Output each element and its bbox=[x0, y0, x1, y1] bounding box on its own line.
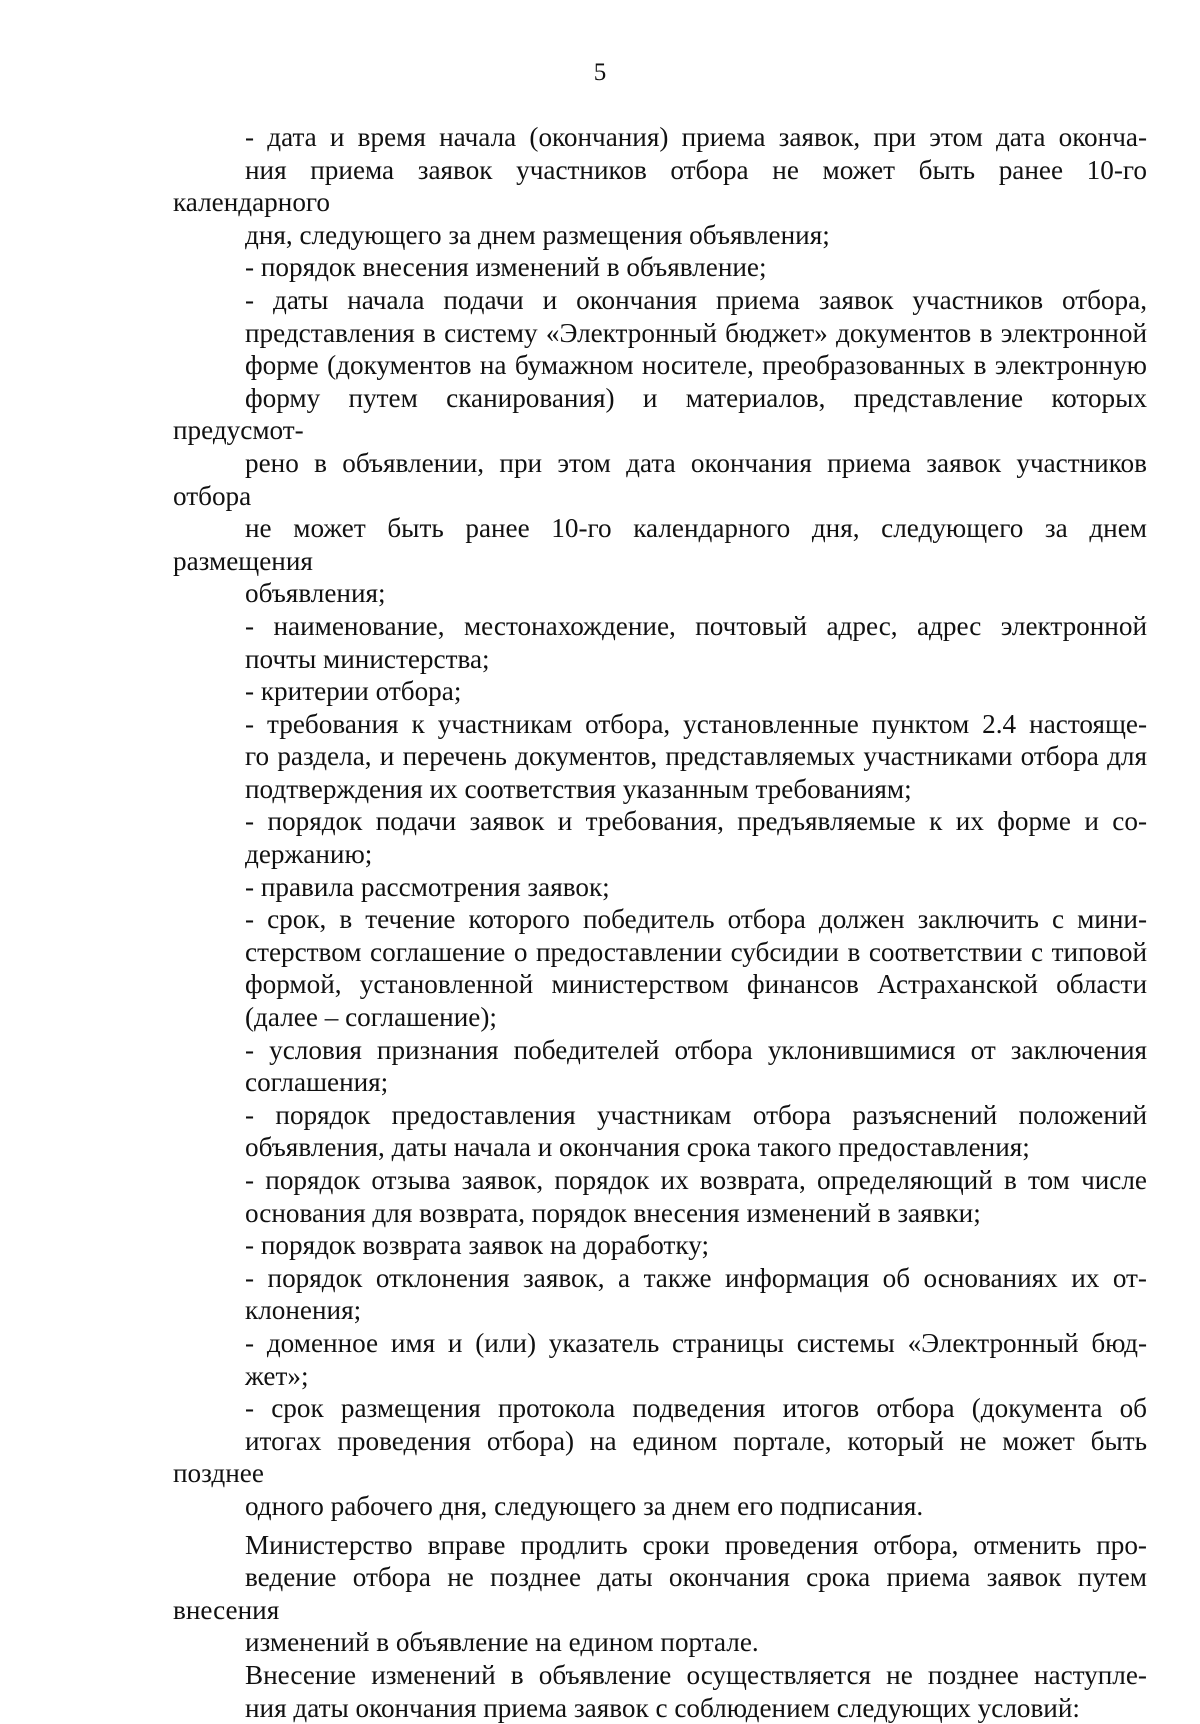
text-line: - дата и время начала (окончания) приема заявок, при этом дата оконча- bbox=[173, 121, 1147, 154]
paragraph bbox=[173, 708, 1147, 806]
text-line: форму путем сканирования) и материалов, представление которых предусмот- bbox=[173, 382, 1147, 447]
text-line: объявления, даты начала и окончания срока такого предоставления; bbox=[173, 1131, 1147, 1164]
text-line: форме (документов на бумажном носителе, преобразованных в электронную bbox=[173, 349, 1147, 382]
text-line: - правила рассмотрения заявок; bbox=[173, 871, 1147, 904]
text-line: - срок размещения протокола подведения итогов отбора (документа об bbox=[173, 1392, 1147, 1425]
paragraph bbox=[173, 903, 1147, 1033]
paragraph bbox=[173, 284, 1147, 610]
text-line: - порядок подачи заявок и требования, предъявляемые к их форме и со- bbox=[173, 805, 1147, 838]
text-line: - порядок отклонения заявок, а также информация об основаниях их от- bbox=[173, 1262, 1147, 1295]
text-line: итогах проведения отбора) на едином портале, который не может быть позднее bbox=[173, 1425, 1147, 1490]
text-line: - критерии отбора; bbox=[173, 675, 1147, 708]
paragraph bbox=[173, 1099, 1147, 1164]
text-line: формой, установленной министерством финансов Астраханской области bbox=[173, 968, 1147, 1001]
text-line: - требования к участникам отбора, установленные пунктом 2.4 настояще- bbox=[173, 708, 1147, 741]
text-line: - порядок предоставления участникам отбора разъяснений положений bbox=[173, 1099, 1147, 1132]
text-line: - срок, в течение которого победитель отбора должен заключить с мини- bbox=[173, 903, 1147, 936]
text-line: ведение отбора не позднее даты окончания срока приема заявок путем внесения bbox=[173, 1561, 1147, 1626]
page-number: 5 bbox=[0, 58, 1200, 88]
paragraph bbox=[173, 1392, 1147, 1522]
text-line: рено в объявлении, при этом дата окончания приема заявок участников отбора bbox=[173, 447, 1147, 512]
paragraph bbox=[173, 871, 1147, 904]
text-line: ния приема заявок участников отбора не может быть ранее 10-го календарного bbox=[173, 154, 1147, 219]
text-line: - даты начала подачи и окончания приема заявок участников отбора, bbox=[173, 284, 1147, 317]
paragraph bbox=[173, 1262, 1147, 1327]
text-line: ния даты окончания приема заявок с соблюдением следующих условий: bbox=[173, 1692, 1147, 1724]
text-line: почты министерства; bbox=[173, 643, 1147, 676]
document-body bbox=[173, 121, 1147, 1724]
text-line: - порядок отзыва заявок, порядок их возврата, определяющий в том числе bbox=[173, 1164, 1147, 1197]
text-line: жет»; bbox=[173, 1360, 1147, 1393]
paragraph bbox=[173, 610, 1147, 675]
text-line: держанию; bbox=[173, 838, 1147, 871]
paragraph bbox=[173, 675, 1147, 708]
paragraph bbox=[173, 1164, 1147, 1229]
text-line: соглашения; bbox=[173, 1066, 1147, 1099]
text-line: изменений в объявление на едином портале. bbox=[173, 1626, 1147, 1659]
text-line: не может быть ранее 10-го календарного дня, следующего за днем размещения bbox=[173, 512, 1147, 577]
text-line: (далее – соглашение); bbox=[173, 1001, 1147, 1034]
paragraph bbox=[173, 251, 1147, 284]
text-line: - порядок внесения изменений в объявление; bbox=[173, 251, 1147, 284]
text-line: представления в систему «Электронный бюджет» документов в электронной bbox=[173, 317, 1147, 350]
paragraph bbox=[173, 1659, 1147, 1724]
text-line: подтверждения их соответствия указанным требованиям; bbox=[173, 773, 1147, 806]
text-line: - порядок возврата заявок на доработку; bbox=[173, 1229, 1147, 1262]
paragraph bbox=[173, 1229, 1147, 1262]
text-line: Внесение изменений в объявление осуществляется не позднее наступле- bbox=[173, 1659, 1147, 1692]
paragraph bbox=[173, 1529, 1147, 1659]
text-line: дня, следующего за днем размещения объявления; bbox=[173, 219, 1147, 252]
text-line: - условия признания победителей отбора уклонившимися от заключения bbox=[173, 1034, 1147, 1067]
paragraph bbox=[173, 805, 1147, 870]
text-line: - наименование, местонахождение, почтовый адрес, адрес электронной bbox=[173, 610, 1147, 643]
text-line: основания для возврата, порядок внесения изменений в заявки; bbox=[173, 1197, 1147, 1230]
paragraph bbox=[173, 1327, 1147, 1392]
paragraph bbox=[173, 1034, 1147, 1099]
text-line: Министерство вправе продлить сроки проведения отбора, отменить про- bbox=[173, 1529, 1147, 1562]
text-line: объявления; bbox=[173, 577, 1147, 610]
text-line: одного рабочего дня, следующего за днем его подписания. bbox=[173, 1490, 1147, 1523]
text-line: клонения; bbox=[173, 1294, 1147, 1327]
text-line: стерством соглашение о предоставлении субсидии в соответствии с типовой bbox=[173, 936, 1147, 969]
text-line: - доменное имя и (или) указатель страницы системы «Электронный бюд- bbox=[173, 1327, 1147, 1360]
paragraph bbox=[173, 121, 1147, 251]
text-line: го раздела, и перечень документов, представляемых участниками отбора для bbox=[173, 740, 1147, 773]
